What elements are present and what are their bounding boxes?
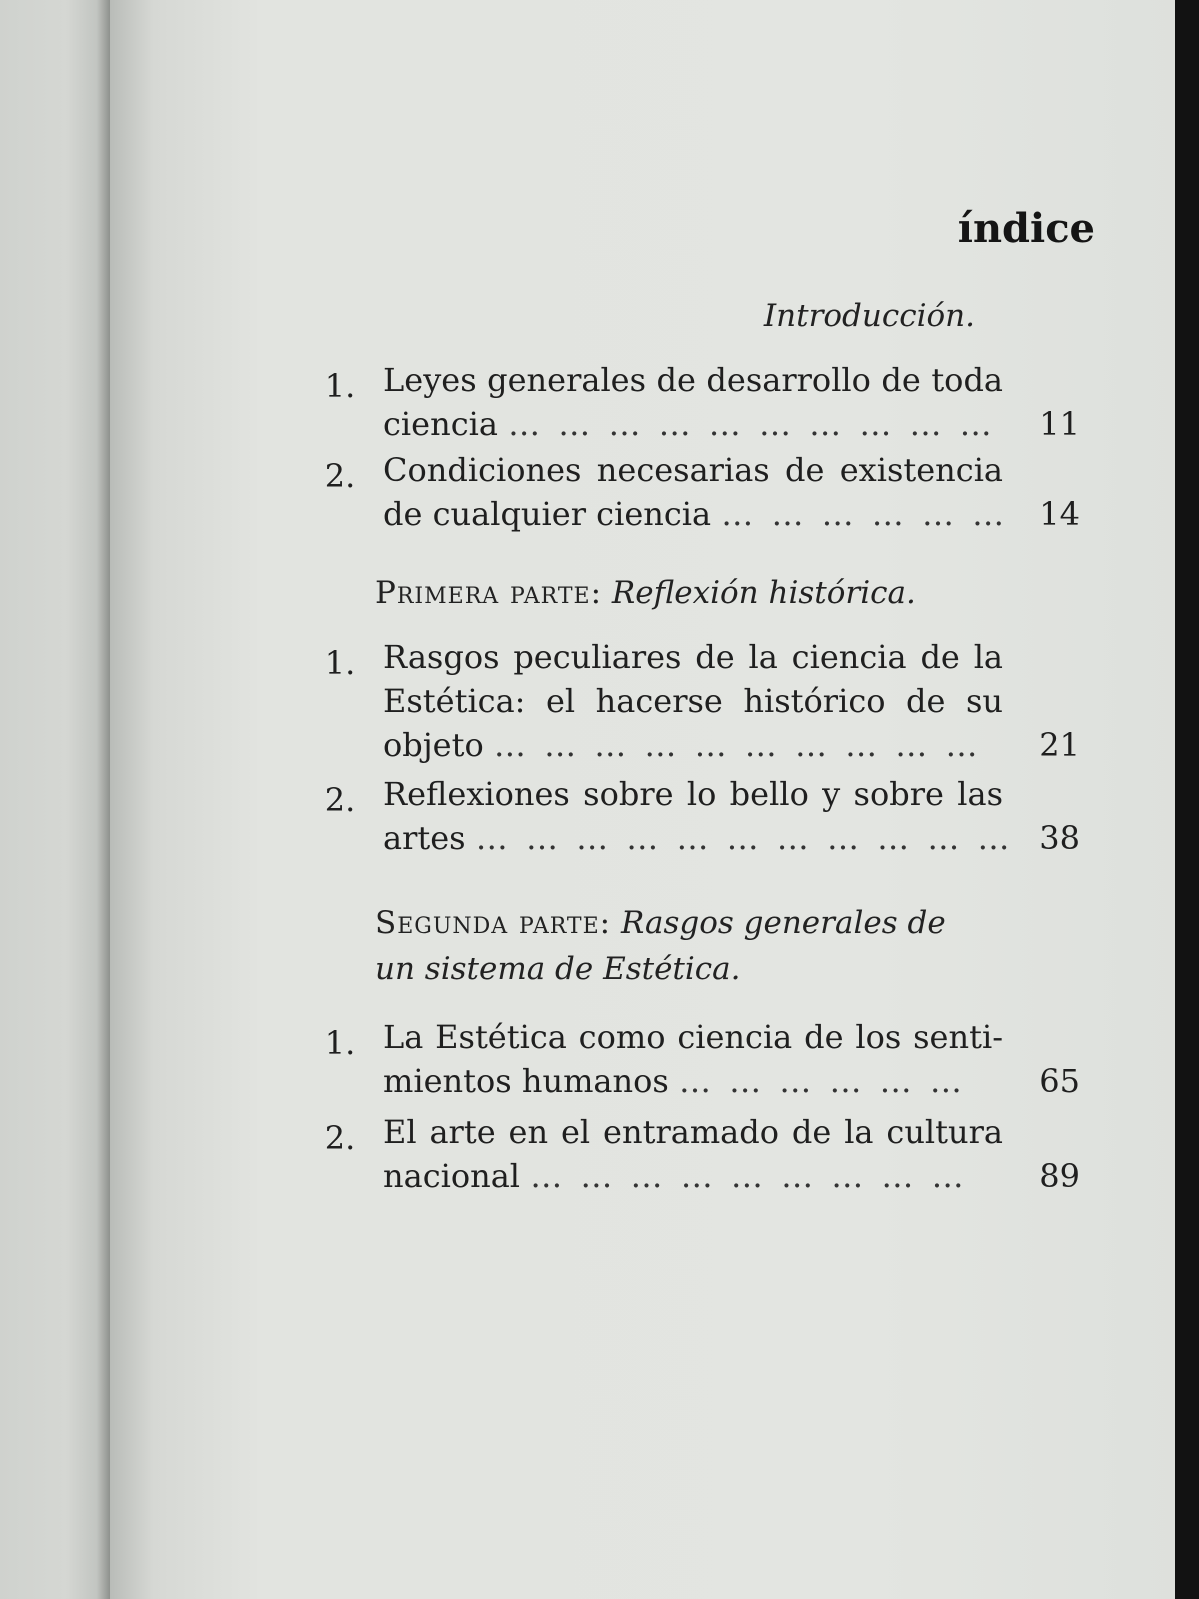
entry-page-number: 21 xyxy=(1039,726,1080,764)
entry-number: 2. xyxy=(324,781,356,819)
entry-line: ciencia … … … … … … … … … … xyxy=(383,405,996,443)
entry-number: 1. xyxy=(324,367,356,405)
table-of-contents xyxy=(305,0,1135,1599)
entry-title xyxy=(383,635,1003,767)
entry-number: 1. xyxy=(324,644,356,682)
page-title: índice xyxy=(957,205,1095,252)
facing-page xyxy=(0,0,110,1599)
entry-line: Estética: el hacerse histórico de su xyxy=(383,682,1003,720)
entry-title xyxy=(383,772,1014,860)
entry-title xyxy=(383,448,1009,536)
entry-line: Leyes generales de desarrollo de toda xyxy=(383,361,1003,399)
entry-number: 2. xyxy=(324,457,356,495)
part-title-continued: un sistema de Estética. xyxy=(375,951,741,987)
entry-page-number: 14 xyxy=(1039,495,1080,533)
entry-line: La Estética como ciencia de los senti- xyxy=(383,1018,1003,1056)
background-edge xyxy=(1175,0,1199,1599)
part-title: Rasgos generales de xyxy=(620,905,946,941)
part-title: Reflexión histórica. xyxy=(611,575,916,611)
entry-line: artes … … … … … … … … … … … xyxy=(383,819,1014,857)
entry-page-number: 38 xyxy=(1039,819,1080,857)
part1-heading xyxy=(375,570,916,616)
entry-line: mientos humanos … … … … … … xyxy=(383,1062,966,1100)
entry-line: Rasgos peculiares de la ciencia de la xyxy=(383,638,1003,676)
entry-number: 1. xyxy=(324,1024,356,1062)
entry-line: de cualquier ciencia … … … … … … xyxy=(383,495,1009,533)
entry-number: 2. xyxy=(324,1119,356,1157)
entry-title xyxy=(383,1110,1003,1198)
entry-line: Condiciones necesarias de existencia xyxy=(383,451,1003,489)
entry-title xyxy=(383,358,1003,446)
entry-page-number: 65 xyxy=(1039,1062,1080,1100)
introduction-heading: Introducción. xyxy=(763,298,975,334)
part2-heading xyxy=(375,900,946,992)
book-page xyxy=(110,0,1199,1599)
entry-title xyxy=(383,1015,1003,1103)
entry-line: nacional … … … … … … … … … xyxy=(383,1157,968,1195)
part-label: Segunda parte: xyxy=(375,905,612,941)
entry-page-number: 11 xyxy=(1039,405,1080,443)
entry-line: objeto … … … … … … … … … … xyxy=(383,726,982,764)
part-label: Primera parte: xyxy=(375,575,603,611)
entry-line: El arte en el entramado de la cultura xyxy=(383,1113,1003,1151)
entry-page-number: 89 xyxy=(1039,1157,1080,1195)
entry-line: Reflexiones sobre lo bello y sobre las xyxy=(383,775,1003,813)
